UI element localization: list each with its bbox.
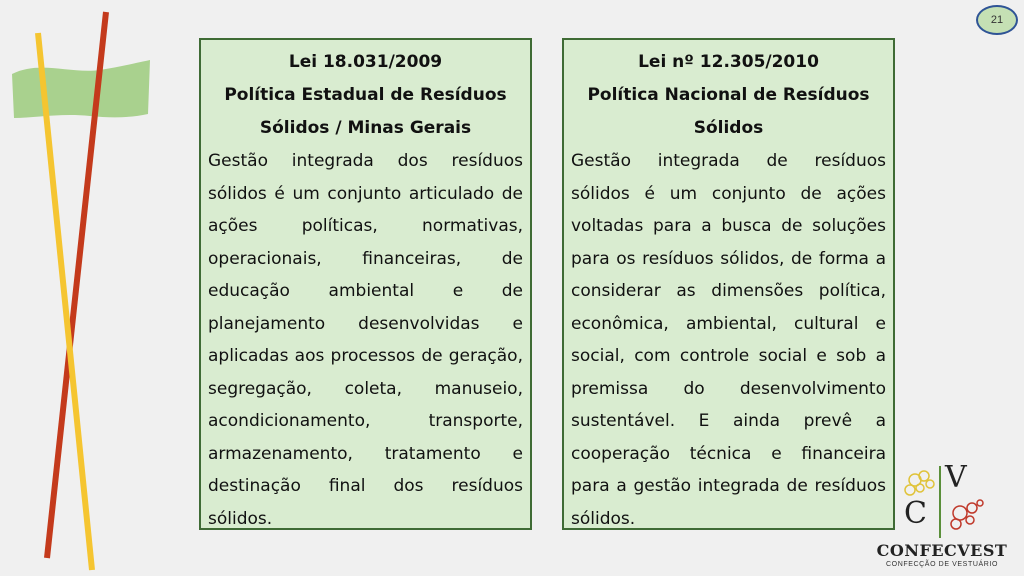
logo-monogram-v: V [945,460,967,495]
state-law-title-line: Sólidos / Minas Gerais [259,118,472,138]
red-flower-icon [951,500,983,529]
state-law-body: Gestão integrada dos resíduos sólidos é um conjunto articulado de ações políticas, normativas, operacionais, financeiras, de educação ambiental e de planejamento desenvolvidas e aplicadas aos processos de geração, segregação, coleta, manuseio, acondicionamento, transporte, armazenamento, tratamento e destinação final dos resíduos sólidos. [208,151,523,529]
national-law-title-line: Sólidos [693,118,764,138]
state-law-title [208,46,523,145]
national-law-body: Gestão integrada de resíduos sólidos é um conjunto de ações voltadas para a busca de soluções para os resíduos sólidos, de forma a considerar as dimensões política, econômica, ambiental, cultural e social, com controle social e sob a premissa do desenvolvimento sustentável. E ainda prevê a cooperação técnica e financeira para a gestão integrada de resíduos sólidos. [571,151,886,529]
logo-tagline: CONFECÇÃO DE VESTUÁRIO [886,561,998,568]
national-law-box [562,38,895,530]
logo-monogram-c: C [904,496,927,531]
state-law-title-line: Lei 18.031/2009 [288,52,443,72]
yellow-flower-icon [905,471,934,495]
national-law-title-line: Política Nacional de Resíduos [587,85,870,105]
logo-brand: CONFECVEST [876,541,1008,560]
state-law-box [199,38,532,530]
flag-decoration [0,0,200,576]
page-number-badge [976,5,1018,35]
page-number: 21 [990,14,1004,26]
national-law-title-line: Lei nº 12.305/2010 [638,52,819,72]
national-law-title [571,46,886,145]
state-law-title-line: Política Estadual de Resíduos [224,85,507,105]
green-flag [12,60,150,118]
